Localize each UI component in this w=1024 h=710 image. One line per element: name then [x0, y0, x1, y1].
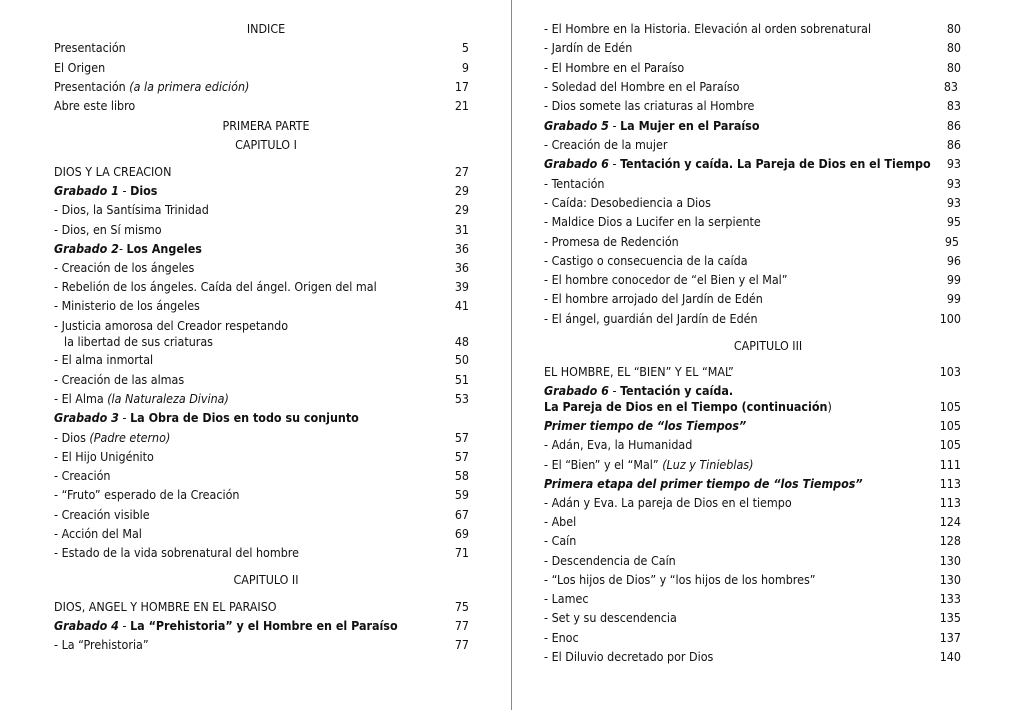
toc-entry-title: Grabado 3 - La Obra de Dios en todo su conjunto	[54, 410, 359, 425]
toc-entry-page: 99	[946, 291, 961, 306]
toc-entry-title: - Maldice Dios a Lucifer en la serpiente	[544, 214, 761, 229]
toc-entry-title: - El Hombre en la Historia. Elevación al orden sobrenatural	[544, 21, 872, 36]
toc-entry-page: 17	[454, 79, 469, 94]
toc-entry-page: 77	[454, 637, 469, 652]
toc-entry-page: 83	[943, 79, 958, 94]
toc-entry-title: - Justicia amorosa del Creador respetando	[54, 318, 289, 333]
toc-entry-page: 80	[946, 60, 961, 75]
toc-entry-page: 113	[939, 476, 961, 491]
toc-entry-page: 105	[939, 399, 961, 414]
toc-entry-title: El Origen	[54, 60, 106, 75]
toc-entry-title: - La “Prehistoria”	[54, 637, 149, 652]
toc-entry-page: 5	[461, 40, 469, 55]
toc-entry-page: 105	[939, 437, 961, 452]
toc-entry-page: 93	[946, 176, 961, 191]
toc-entry-title: - Descendencia de Caín	[544, 553, 676, 568]
toc-entry-page: 29	[454, 202, 469, 217]
toc-entry-page: 140	[939, 649, 961, 664]
toc-entry-title: Abre este libro	[54, 98, 136, 113]
toc-entry-title: - Creación visible	[54, 507, 150, 522]
toc-entry-title: - El Alma (la Naturaleza Divina)	[54, 391, 229, 406]
toc-entry-title: - Acción del Mal	[54, 526, 142, 541]
toc-entry-title: - El “Bien” y el “Mal” (Luz y Tinieblas)	[544, 457, 754, 472]
toc-entry-title: Grabado 2- Los Angeles	[54, 241, 202, 256]
toc-entry-page: 105	[939, 418, 961, 433]
toc-entry-page: 48	[454, 334, 469, 349]
toc-entry-title: - Soledad del Hombre en el Paraíso	[544, 79, 740, 94]
toc-entry-page: 36	[454, 241, 469, 256]
toc-entry-title: - Creación	[54, 468, 111, 483]
toc-entry-page: 86	[946, 137, 961, 152]
toc-entry-title: - Creación de los ángeles	[54, 260, 195, 275]
toc-entry-title: - Enoc	[544, 630, 579, 645]
toc-entry-title: DIOS Y LA CREACION	[54, 164, 172, 179]
chapter-heading: CAPITULO III	[733, 338, 803, 353]
toc-entry-title: - “Fruto” esperado de la Creación	[54, 487, 240, 502]
toc-entry-page: 67	[454, 507, 469, 522]
toc-entry[interactable]	[54, 318, 469, 349]
toc-entry-page: 36	[454, 260, 469, 275]
toc-entry-page: 71	[454, 545, 469, 560]
toc-entry-page: 95	[944, 234, 959, 249]
toc-entry-title: - Tentación	[544, 176, 605, 191]
toc-entry-page: 21	[454, 98, 469, 113]
page-divider	[511, 0, 512, 710]
toc-entry-title: - Dios somete las criaturas al Hombre	[544, 98, 755, 113]
toc-entry-page: 95	[946, 214, 961, 229]
toc-entry-title: - Set y su descendencia	[544, 610, 677, 625]
toc-entry-title: - Dios, en Sí mismo	[54, 222, 162, 237]
toc-entry-page: 80	[946, 40, 961, 55]
toc-entry-page: 93	[946, 195, 961, 210]
toc-entry-page: 57	[454, 449, 469, 464]
toc-entry-page: 99	[946, 272, 961, 287]
toc-entry-page: 80	[946, 21, 961, 36]
toc-entry-title: - El Diluvio decretado por Dios	[544, 649, 714, 664]
toc-entry-title: - Adán, Eva, la Humanidad	[544, 437, 693, 452]
toc-entry-page: 29	[454, 183, 469, 198]
toc-entry-page: 113	[939, 495, 961, 510]
toc-entry-title: Grabado 6 - Tentación y caída.	[544, 383, 734, 398]
toc-entry-title: - Rebelión de los ángeles. Caída del ángel. Origen del mal	[54, 279, 377, 294]
toc-entry-page: 86	[946, 118, 961, 133]
toc-entry-title: - El ángel, guardián del Jardín de Edén	[544, 311, 758, 326]
toc-entry-title: - Adán y Eva. La pareja de Dios en el tiempo	[544, 495, 792, 510]
toc-entry-page: 9	[461, 60, 469, 75]
toc-entry-page: 58	[454, 468, 469, 483]
toc-entry-page: 51	[454, 372, 469, 387]
toc-entry-title: - Creación de la mujer	[544, 137, 668, 152]
toc-entry-title: - Caín	[544, 533, 577, 548]
toc-entry-page: 57	[454, 430, 469, 445]
grabado-entry[interactable]	[544, 383, 961, 415]
toc-entry-title: - Estado de la vida sobrenatural del hombre	[54, 545, 299, 560]
toc-entry-title: - Creación de las almas	[54, 372, 185, 387]
toc-entry-title: - El alma inmortal	[54, 352, 154, 367]
toc-entry-page: 83	[946, 98, 961, 113]
toc-entry-page: 130	[939, 553, 961, 568]
toc-entry-title: Grabado 1 - Dios	[54, 183, 158, 198]
toc-entry-title: EL HOMBRE, EL “BIEN” Y EL “MAL”	[544, 364, 734, 379]
toc-entry-title: - “Los hijos de Dios” y “los hijos de los hombres”	[544, 572, 816, 587]
toc-entry-title: Grabado 5 - La Mujer en el Paraíso	[544, 118, 760, 133]
chapter-heading: CAPITULO II	[233, 572, 299, 587]
toc-entry-page: 103	[939, 364, 961, 379]
toc-entry-title: - El Hombre en el Paraíso	[544, 60, 685, 75]
toc-entry-page: 130	[939, 572, 961, 587]
toc-entry-title: - Lamec	[544, 591, 589, 606]
toc-entry-title: - El Hijo Unigénito	[54, 449, 154, 464]
toc-entry-page: 59	[454, 487, 469, 502]
toc-entry-page: 27	[454, 164, 469, 179]
toc-entry-title: DIOS, ANGEL Y HOMBRE EN EL PARAISO	[54, 599, 277, 614]
toc-entry-title: - Caída: Desobediencia a Dios	[544, 195, 711, 210]
toc-entry-page: 50	[454, 352, 469, 367]
part-heading: PRIMERA PARTE	[222, 118, 310, 133]
toc-entry-title: Grabado 4 - La “Prehistoria” y el Hombre en el Paraíso	[54, 618, 398, 633]
chapter-heading: CAPITULO I	[235, 137, 297, 152]
toc-entry-title: Presentación (a la primera edición)	[54, 79, 250, 94]
index-title: INDICE	[246, 21, 286, 36]
toc-entry-page: 53	[454, 391, 469, 406]
toc-entry-page: 128	[939, 533, 961, 548]
toc-entry-page: 31	[454, 222, 469, 237]
toc-entry-title: Grabado 6 - Tentación y caída. La Pareja de Dios en el Tiempo	[544, 156, 931, 171]
toc-entry-page: 137	[939, 630, 961, 645]
toc-entry-page: 100	[939, 311, 961, 326]
toc-entry-title: Presentación	[54, 40, 126, 55]
toc-entry-title: - Jardín de Edén	[544, 40, 633, 55]
toc-entry-title: - El hombre conocedor de “el Bien y el Mal”	[544, 272, 788, 287]
toc-entry-page: 39	[454, 279, 469, 294]
toc-entry-title-cont: la libertad de sus criaturas	[64, 334, 213, 349]
toc-entry-page: 133	[939, 591, 961, 606]
toc-entry-page: 77	[454, 618, 469, 633]
toc-entry-title: - Promesa de Redención	[544, 234, 679, 249]
toc-entry-page: 111	[939, 457, 961, 472]
toc-entry-page: 93	[946, 156, 961, 171]
toc-entry-page: 96	[946, 253, 961, 268]
toc-entry-title: - Ministerio de los ángeles	[54, 298, 200, 313]
toc-entry-page: 41	[454, 298, 469, 313]
toc-entry-title: Primera etapa del primer tiempo de “los Tiempos”	[544, 476, 863, 491]
toc-entry-title: - El hombre arrojado del Jardín de Edén	[544, 291, 763, 306]
right-page	[513, 0, 1024, 710]
toc-entry-page: 69	[454, 526, 469, 541]
toc-entry-title-cont: La Pareja de Dios en el Tiempo (continuación)	[544, 399, 832, 414]
toc-entry-page: 124	[939, 514, 961, 529]
toc-entry-title: - Dios, la Santísima Trinidad	[54, 202, 209, 217]
toc-entry-title: - Abel	[544, 514, 577, 529]
toc-entry-title: - Castigo o consecuencia de la caída	[544, 253, 748, 268]
toc-entry-page: 135	[939, 610, 961, 625]
toc-entry-title: - Dios (Padre eterno)	[54, 430, 171, 445]
toc-entry-page: 75	[454, 599, 469, 614]
toc-entry-title: Primer tiempo de “los Tiempos”	[544, 418, 747, 433]
